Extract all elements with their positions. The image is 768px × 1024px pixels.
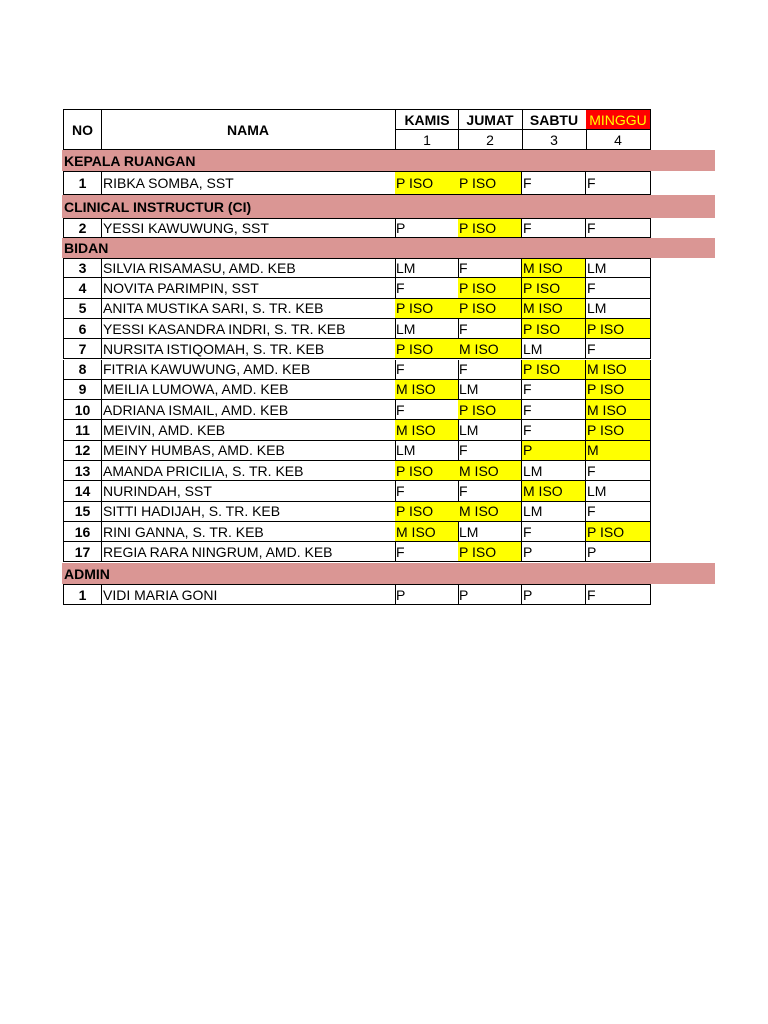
row-nama: SITTI HADIJAH, S. TR. KEB xyxy=(101,502,396,522)
shift-cell-day-4: LM xyxy=(586,481,651,501)
shift-cell-day-1: P xyxy=(395,584,459,605)
shift-cell-day-4: M ISO xyxy=(586,400,651,420)
row-no: 17 xyxy=(63,542,102,562)
shift-cell-day-3: F xyxy=(522,218,586,238)
section-kepala: KEPALA RUANGAN xyxy=(62,150,715,171)
shift-cell-day-4: P ISO xyxy=(586,319,651,339)
row-nama: ANITA MUSTIKA SARI, S. TR. KEB xyxy=(101,299,396,319)
shift-cell-day-4: F xyxy=(586,502,651,522)
shift-cell-day-2: P ISO xyxy=(458,278,522,298)
shift-cell-day-3: LM xyxy=(522,502,586,522)
shift-cell-day-2: LM xyxy=(458,380,522,400)
row-no: 2 xyxy=(63,218,102,238)
row-nama: NOVITA PARIMPIN, SST xyxy=(101,278,396,298)
row-no: 10 xyxy=(63,400,102,420)
table-row xyxy=(0,299,768,319)
shift-cell-day-4: P xyxy=(586,542,651,562)
table-row xyxy=(0,461,768,481)
shift-cell-day-3: LM xyxy=(522,461,586,481)
shift-cell-day-4: F xyxy=(586,218,651,238)
shift-cell-day-1: P ISO xyxy=(395,339,459,359)
shift-cell-day-1: M ISO xyxy=(395,522,459,542)
shift-cell-day-2: M ISO xyxy=(458,339,522,359)
header-num-4: 4 xyxy=(586,129,651,150)
row-no: 7 xyxy=(63,339,102,359)
table-row xyxy=(0,258,768,278)
shift-cell-day-1: M ISO xyxy=(395,380,459,400)
row-no: 1 xyxy=(63,584,102,605)
table-row xyxy=(0,360,768,380)
table-row xyxy=(0,502,768,522)
shift-cell-day-3: P ISO xyxy=(522,278,586,298)
table-row xyxy=(0,481,768,501)
shift-cell-day-2: F xyxy=(458,481,522,501)
shift-cell-day-3: M ISO xyxy=(522,258,586,278)
shift-cell-day-2: F xyxy=(458,258,522,278)
shift-cell-day-2: P ISO xyxy=(458,299,522,319)
row-no: 6 xyxy=(63,319,102,339)
table-row xyxy=(0,218,768,238)
row-nama: SILVIA RISAMASU, AMD. KEB xyxy=(101,258,396,278)
shift-cell-day-4: F xyxy=(586,278,651,298)
row-no: 8 xyxy=(63,360,102,380)
row-nama: ADRIANA ISMAIL, AMD. KEB xyxy=(101,400,396,420)
section-admin: ADMIN xyxy=(62,563,715,584)
table-row xyxy=(0,319,768,339)
row-nama: MEILIA LUMOWA, AMD. KEB xyxy=(101,380,396,400)
header-nama: NAMA xyxy=(101,109,396,150)
shift-cell-day-2: LM xyxy=(458,522,522,542)
shift-cell-day-2: LM xyxy=(458,420,522,440)
row-nama: NURINDAH, SST xyxy=(101,481,396,501)
shift-cell-day-2: M ISO xyxy=(458,502,522,522)
row-no: 13 xyxy=(63,461,102,481)
shift-cell-day-3: M ISO xyxy=(522,481,586,501)
row-no: 15 xyxy=(63,502,102,522)
shift-cell-day-1: LM xyxy=(395,441,459,461)
row-no: 4 xyxy=(63,278,102,298)
shift-cell-day-1: P ISO xyxy=(395,502,459,522)
shift-cell-day-4: P ISO xyxy=(586,420,651,440)
row-nama: RINI GANNA, S. TR. KEB xyxy=(101,522,396,542)
row-no: 9 xyxy=(63,380,102,400)
shift-cell-day-1: F xyxy=(395,400,459,420)
shift-cell-day-2: P xyxy=(458,584,522,605)
table-row xyxy=(0,171,768,195)
shift-cell-day-3: LM xyxy=(522,339,586,359)
shift-cell-day-1: M ISO xyxy=(395,420,459,440)
table-row xyxy=(0,441,768,461)
row-nama: RIBKA SOMBA, SST xyxy=(101,171,396,195)
shift-cell-day-3: F xyxy=(522,522,586,542)
shift-cell-day-4: M xyxy=(586,441,651,461)
table-row xyxy=(0,522,768,542)
shift-cell-day-2: P ISO xyxy=(458,171,522,195)
shift-cell-day-1: P ISO xyxy=(395,171,459,195)
row-nama: FITRIA KAWUWUNG, AMD. KEB xyxy=(101,360,396,380)
shift-cell-day-1: LM xyxy=(395,258,459,278)
shift-cell-day-3: F xyxy=(522,171,586,195)
row-no: 3 xyxy=(63,258,102,278)
row-nama: REGIA RARA NINGRUM, AMD. KEB xyxy=(101,542,396,562)
shift-cell-day-3: F xyxy=(522,380,586,400)
row-no: 5 xyxy=(63,299,102,319)
row-no: 11 xyxy=(63,420,102,440)
shift-cell-day-4: F xyxy=(586,339,651,359)
header-num-1: 1 xyxy=(395,129,459,150)
shift-cell-day-3: P ISO xyxy=(522,360,586,380)
row-no: 1 xyxy=(63,171,102,195)
shift-cell-day-2: F xyxy=(458,360,522,380)
shift-cell-day-4: M ISO xyxy=(586,360,651,380)
row-nama: MEINY HUMBAS, AMD. KEB xyxy=(101,441,396,461)
header-day-jumat: JUMAT xyxy=(458,109,523,130)
shift-cell-day-1: P ISO xyxy=(395,299,459,319)
shift-cell-day-1: F xyxy=(395,278,459,298)
shift-cell-day-4: F xyxy=(586,461,651,481)
row-nama: MEIVIN, AMD. KEB xyxy=(101,420,396,440)
table-row xyxy=(0,400,768,420)
shift-cell-day-2: F xyxy=(458,441,522,461)
shift-cell-day-3: F xyxy=(522,400,586,420)
header-no: NO xyxy=(63,109,102,150)
section-ci: CLINICAL INSTRUCTUR (CI) xyxy=(62,195,715,218)
row-nama: VIDI MARIA GONI xyxy=(101,584,396,605)
table-row xyxy=(0,584,768,605)
header-num-3: 3 xyxy=(522,129,587,150)
header-day-sabtu: SABTU xyxy=(522,109,587,130)
shift-cell-day-4: P ISO xyxy=(586,380,651,400)
shift-cell-day-2: M ISO xyxy=(458,461,522,481)
shift-cell-day-3: F xyxy=(522,420,586,440)
table-row xyxy=(0,542,768,562)
table-row xyxy=(0,278,768,298)
shift-cell-day-1: LM xyxy=(395,319,459,339)
shift-cell-day-2: F xyxy=(458,319,522,339)
section-bidan: BIDAN xyxy=(62,238,715,258)
shift-cell-day-3: M ISO xyxy=(522,299,586,319)
shift-cell-day-1: F xyxy=(395,542,459,562)
shift-cell-day-1: P xyxy=(395,218,459,238)
shift-cell-day-2: P ISO xyxy=(458,542,522,562)
table-row xyxy=(0,420,768,440)
shift-cell-day-3: P xyxy=(522,584,586,605)
row-nama: NURSITA ISTIQOMAH, S. TR. KEB xyxy=(101,339,396,359)
header-day-kamis: KAMIS xyxy=(395,109,459,130)
row-no: 12 xyxy=(63,441,102,461)
shift-cell-day-1: F xyxy=(395,481,459,501)
header-day-minggu: MINGGU xyxy=(586,109,651,130)
table-row xyxy=(0,339,768,359)
row-no: 14 xyxy=(63,481,102,501)
header-num-2: 2 xyxy=(458,129,523,150)
shift-cell-day-3: P ISO xyxy=(522,319,586,339)
shift-cell-day-2: P ISO xyxy=(458,218,522,238)
shift-cell-day-3: P xyxy=(522,441,586,461)
shift-cell-day-4: P ISO xyxy=(586,522,651,542)
shift-cell-day-4: F xyxy=(586,171,651,195)
shift-cell-day-2: P ISO xyxy=(458,400,522,420)
shift-cell-day-4: LM xyxy=(586,299,651,319)
row-nama: YESSI KASANDRA INDRI, S. TR. KEB xyxy=(101,319,396,339)
row-nama: AMANDA PRICILIA, S. TR. KEB xyxy=(101,461,396,481)
table-row xyxy=(0,380,768,400)
shift-cell-day-1: P ISO xyxy=(395,461,459,481)
row-nama: YESSI KAWUWUNG, SST xyxy=(101,218,396,238)
shift-cell-day-3: P xyxy=(522,542,586,562)
shift-cell-day-1: F xyxy=(395,360,459,380)
shift-cell-day-4: F xyxy=(586,584,651,605)
shift-cell-day-4: LM xyxy=(586,258,651,278)
row-no: 16 xyxy=(63,522,102,542)
